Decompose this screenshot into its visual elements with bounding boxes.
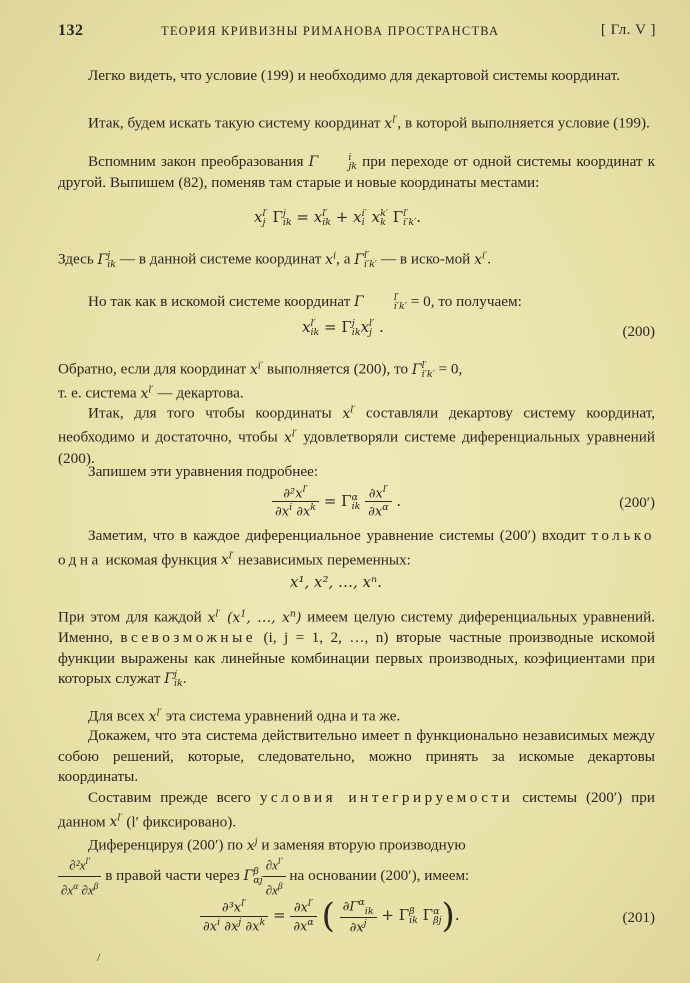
text: (i, j = 1, 2, …, n) вторые частные производные искомой функции выражены как линейные комбинации первых производных, коэфициентами при которых служат (58, 629, 656, 688)
text: (l′ фиксировано). (122, 813, 237, 831)
var-x: $x^{l'}$ ($x^1$, …, $x^n$) (207, 608, 302, 626)
text: независимых переменных: (234, 551, 411, 569)
equation-number-200-prime: (200′) (619, 495, 655, 511)
scan-mark: / (97, 950, 101, 964)
paragraph-3 (58, 152, 655, 193)
var-x: $x^j$ (246, 836, 258, 854)
spaced-emphasis: всевозможные (120, 629, 257, 647)
text: Обратно, если для координат (58, 360, 250, 378)
text: Здесь (58, 250, 98, 268)
var-x: $x^{l'}$ (109, 812, 123, 831)
paragraph-7 (58, 400, 655, 469)
page-header (58, 22, 656, 44)
christoffel-symbol: Γ i jk (308, 152, 358, 172)
text: — декартова. (153, 384, 244, 402)
second-derivative: $\frac{\partial^2x^{l'}}{\partial x^\alpha \partial x^\beta}$ (58, 852, 101, 901)
text: эта система уравнений одна и та же. (161, 707, 401, 725)
paragraph-1 (58, 66, 655, 87)
text: Легко видеть, что условие (199) и необходимо для декартовой системы координат. (88, 67, 621, 84)
christoffel-symbol: Γ j ik (164, 669, 183, 690)
equation-82: x l′ j Γ j ik = x l′ ik + x i′ i x k′ k Γ l′ i′k′ . (254, 208, 422, 228)
text: Итак, будем искать такую систему координат (88, 114, 385, 132)
var-x: $x^{l'}$ (148, 707, 162, 725)
paragraph-6 (58, 356, 655, 405)
running-title: ТЕОРИЯ КРИВИЗНЫ РИМАНОВА ПРОСТРАНСТВА (161, 24, 500, 38)
text: выполняется (200), то (263, 360, 412, 378)
equation-number-200: (200) (622, 324, 655, 340)
text: в правой части через (101, 866, 244, 884)
text: при переходе от одной системы координат к другой. Выпишем (82), поменяв там старые и новые координаты местами: (58, 153, 655, 191)
text: системы (200′) при данном (58, 789, 656, 831)
paragraph-4: Здесь Γ j ik — в данной системе координат $x^i$, а Γ l′ i′k′ — в иско-мой $x^{i'}$. (58, 249, 491, 270)
paragraph-12 (58, 726, 655, 788)
text: Вспомним закон преобразования (88, 153, 309, 170)
equation-200-prime: $\frac{\partial^2x^{l'}}{\partial x^i \partial x^k}$ = Γ α ik $\frac{\partial x^{l'}}{\partial x^\alpha}$ . (272, 484, 401, 520)
var-x: $x^{l'}$ (283, 428, 298, 446)
paragraph-13 (58, 788, 655, 833)
text: Для всех (88, 707, 149, 725)
text: составляли декартову систему координат, необходимо и достаточно, чтобы (58, 404, 656, 446)
paragraph-10: При этом для каждой $x^{l'}$ ($x^1$, …, $x^n$) имеем целую систему диференциальных уравнений. Именно, всевозможные (i, j = 1, 2, …, n) вторые частные производные искомой функции выражены как линейные комбинации первых производных, коэфициентами при которых служат Γ j ik . (58, 608, 656, 690)
christoffel-symbol: Γ l′ i′k′ (354, 249, 378, 270)
christoffel-symbol: Γ l′ i′k′ (411, 359, 435, 380)
var-x: $x^{i'}$ (474, 250, 488, 268)
text: удовлетворяли системе диференциальных уравнений (200). (58, 428, 655, 467)
christoffel-symbol: Γ j ik (97, 249, 117, 270)
text: на основании (200′), имеем: (285, 866, 470, 884)
paragraph-9 (58, 526, 655, 571)
text: = 0, (434, 360, 463, 378)
chapter-label: [ Гл. V ] (600, 22, 656, 38)
var-x: $x^{l'}$ (384, 114, 398, 132)
spaced-emphasis: условия интегрируемости (259, 789, 514, 806)
text: Итак, для того чтобы координаты (88, 404, 343, 422)
text: Заметим, что в каждое диференциальное уравнение системы (200′) входит (88, 527, 592, 544)
text: имеем целую систему диференциальных уравнений. Именно, (58, 608, 656, 647)
paragraph-14-cont (58, 852, 655, 901)
text: Но так как в искомой системе координат (88, 293, 355, 310)
equation-number-201: (201) (622, 910, 655, 926)
text: и заменяя вторую производную (257, 836, 466, 854)
paragraph-2 (58, 110, 655, 134)
text: т. е. система (58, 384, 141, 402)
paragraph-8 (58, 462, 655, 483)
text: Докажем, что эта система действительно имеет n функционально независимых между собою решений, которые, следовательно, можно принять за искомые декартовы координаты. (58, 727, 655, 786)
page-number: 132 (58, 22, 84, 39)
text: Диференцируя (200′) по (88, 836, 247, 854)
var-x: $x^{i'}$ (250, 360, 264, 378)
variables-list: x¹, x², …, xⁿ. (290, 573, 382, 591)
var-x: $x^{l'}$ (342, 404, 356, 422)
text: = 0, то получаем: (406, 293, 522, 310)
text: Составим прежде всего (88, 789, 260, 806)
var-x: $x^{l'}$ (220, 550, 235, 569)
first-derivative: $\frac{\partial x^{l'}}{\partial x^\beta}$ (263, 852, 286, 901)
text: , а (336, 250, 355, 268)
text: — в данной системе координат (116, 250, 326, 268)
text: , в которой выполняется условие (199). (397, 114, 650, 132)
christoffel-symbol: Γ l′ i′k′ (354, 292, 407, 312)
text: Запишем эти уравнения подробнее: (88, 463, 319, 480)
christoffel-symbol: Γ β αj (243, 865, 263, 886)
var-x: $x^i$ (325, 250, 337, 268)
equation-200: x l′ ik = Γ j ik x l′ j . (302, 318, 384, 338)
paragraph-11 (58, 703, 655, 727)
spaced-emphasis: только одна (58, 527, 655, 569)
paragraph-5 (58, 292, 655, 313)
text: искомая функция (101, 551, 221, 569)
text: При этом для каждой (58, 608, 208, 626)
text: — в иско-мой (377, 250, 475, 268)
equation-201: $\frac{\partial^3x^{l'}}{\partial x^i \partial x^j \partial x^k}$ = $\frac{\partial x^{l'}}{\partial x^\alpha}$ ( $\frac{\partial\Gamma^\alpha_{ik}}{\partial x^j}$ + Γ β ik Γ α βj ). (200, 896, 460, 936)
var-x: $x^{l'}$ (140, 384, 154, 402)
